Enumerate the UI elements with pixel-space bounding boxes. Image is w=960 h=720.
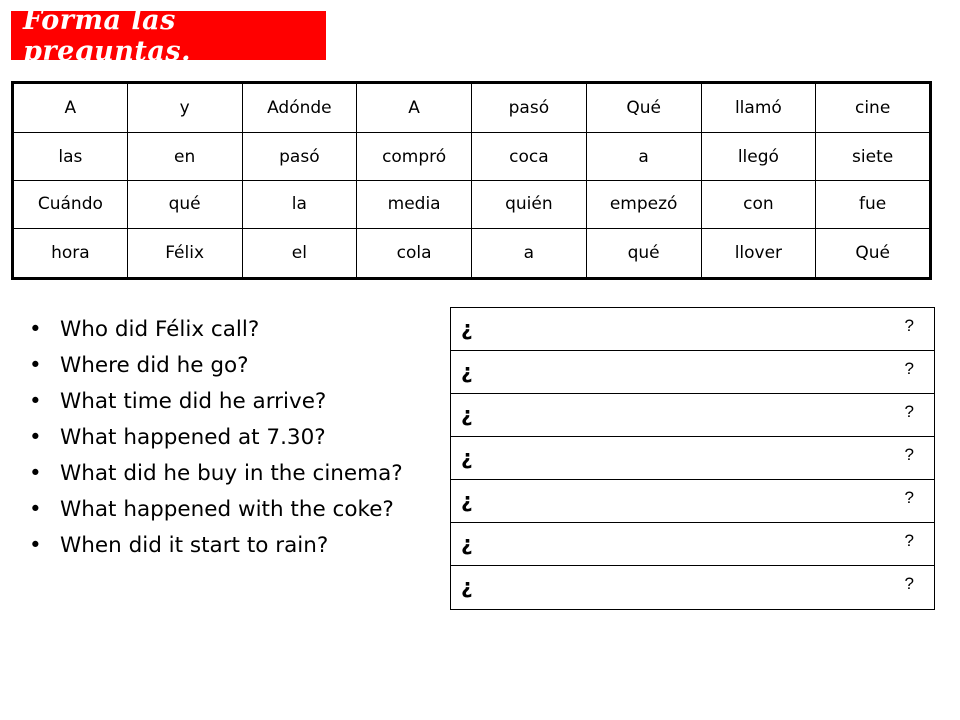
answer-row[interactable] (451, 394, 934, 437)
close-question-mark: ? (904, 402, 914, 421)
word-cell: llegó (701, 133, 816, 181)
open-question-mark: ¿ (461, 359, 473, 383)
bullet-icon: • (29, 533, 42, 558)
answer-row[interactable] (451, 566, 934, 609)
word-cell: hora (13, 228, 128, 278)
question-text: What did he buy in the cinema? (60, 461, 403, 486)
bullet-icon: • (29, 461, 42, 486)
word-cell: con (701, 180, 816, 228)
close-question-mark: ? (904, 316, 914, 335)
answer-table (450, 307, 935, 610)
word-cell: qué (586, 228, 701, 278)
word-cell: fue (816, 180, 931, 228)
word-cell: media (357, 180, 472, 228)
open-question-mark: ¿ (461, 445, 473, 469)
word-cell: a (586, 133, 701, 181)
bullet-icon: • (29, 425, 42, 450)
word-cell: pasó (242, 133, 357, 181)
word-grid-row (13, 83, 931, 133)
word-cell: cine (816, 83, 931, 133)
word-grid-row (13, 180, 931, 228)
word-cell: A (357, 83, 472, 133)
answer-row[interactable] (451, 351, 934, 394)
word-cell: el (242, 228, 357, 278)
bullet-icon: • (29, 353, 42, 378)
question-item (29, 350, 403, 386)
open-question-mark: ¿ (461, 402, 473, 426)
word-cell: la (242, 180, 357, 228)
word-cell: A (13, 83, 128, 133)
question-item (29, 314, 403, 350)
question-item (29, 494, 403, 530)
bullet-icon: • (29, 317, 42, 342)
word-grid-row (13, 133, 931, 181)
answer-row[interactable] (451, 480, 934, 523)
word-cell: y (127, 83, 242, 133)
word-cell: Cuándo (13, 180, 128, 228)
question-text: What happened with the coke? (60, 497, 394, 522)
close-question-mark: ? (904, 531, 914, 550)
question-list (29, 314, 403, 566)
page-title: Forma las preguntas. (11, 11, 326, 60)
open-question-mark: ¿ (461, 531, 473, 555)
close-question-mark: ? (904, 574, 914, 593)
question-item (29, 530, 403, 566)
word-cell: llamó (701, 83, 816, 133)
open-question-mark: ¿ (461, 574, 473, 598)
word-cell: cola (357, 228, 472, 278)
word-cell: pasó (472, 83, 587, 133)
open-question-mark: ¿ (461, 316, 473, 340)
answer-row[interactable] (451, 308, 934, 351)
word-cell: compró (357, 133, 472, 181)
answer-row[interactable] (451, 523, 934, 566)
question-text: What time did he arrive? (60, 389, 327, 414)
question-item (29, 458, 403, 494)
word-cell: a (472, 228, 587, 278)
word-cell: quién (472, 180, 587, 228)
word-cell: empezó (586, 180, 701, 228)
word-cell: Félix (127, 228, 242, 278)
question-text: Who did Félix call? (60, 317, 260, 342)
word-cell: en (127, 133, 242, 181)
word-grid-row (13, 228, 931, 278)
word-cell: Qué (816, 228, 931, 278)
word-cell: Qué (586, 83, 701, 133)
bullet-icon: • (29, 389, 42, 414)
open-question-mark: ¿ (461, 488, 473, 512)
word-cell: coca (472, 133, 587, 181)
word-cell: llover (701, 228, 816, 278)
close-question-mark: ? (904, 488, 914, 507)
word-cell: las (13, 133, 128, 181)
word-cell: Adónde (242, 83, 357, 133)
question-text: What happened at 7.30? (60, 425, 326, 450)
question-item (29, 422, 403, 458)
bullet-icon: • (29, 497, 42, 522)
word-cell: qué (127, 180, 242, 228)
answer-row[interactable] (451, 437, 934, 480)
question-text: When did it start to rain? (60, 533, 329, 558)
word-cell: siete (816, 133, 931, 181)
word-grid (11, 81, 932, 280)
question-item (29, 386, 403, 422)
question-text: Where did he go? (60, 353, 249, 378)
close-question-mark: ? (904, 445, 914, 464)
close-question-mark: ? (904, 359, 914, 378)
